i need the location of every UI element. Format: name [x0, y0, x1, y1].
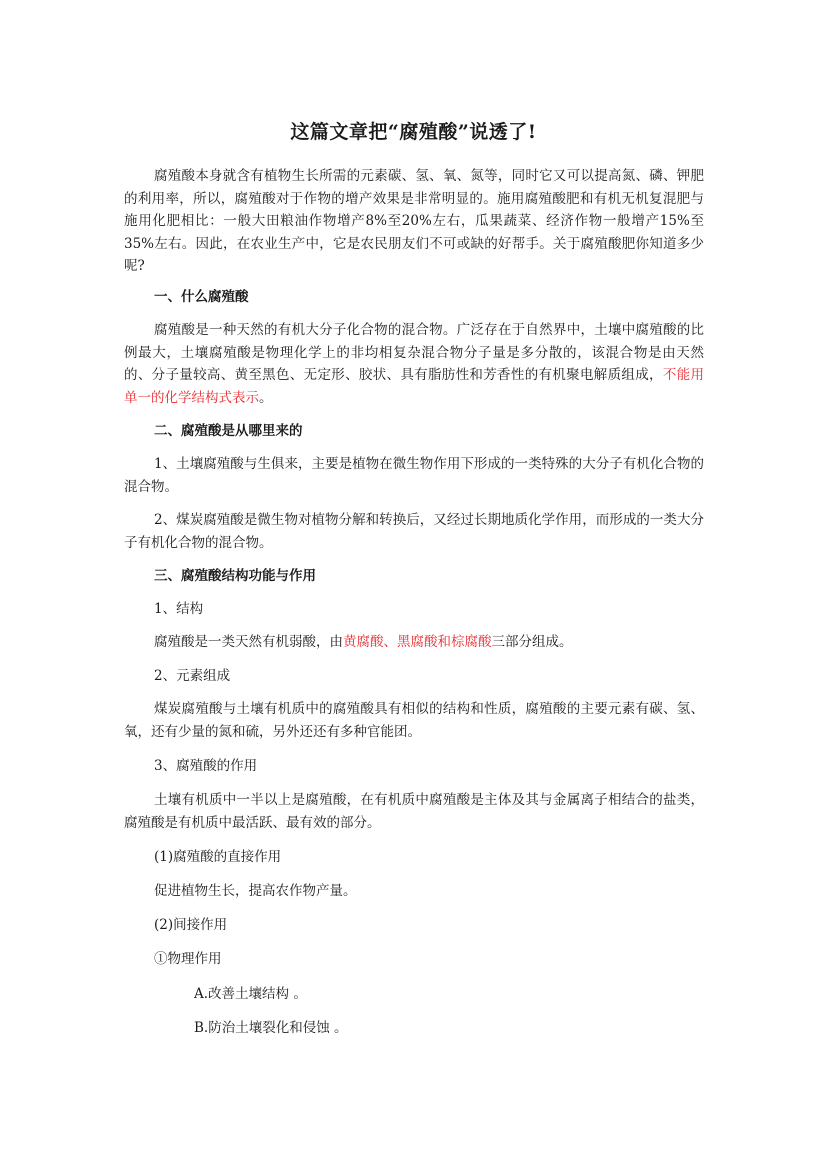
section2-item2: 2、煤炭腐殖酸是微生物对植物分解和转换后，又经过长期地质化学作用，而形成的一类大分子有机化合物的混合物。 — [124, 512, 704, 551]
physical-effect-heading: ①物理作用 — [154, 951, 222, 967]
section3-heading: 三、腐殖酸结构功能与作用 — [154, 568, 316, 584]
structure-text: 腐殖酸是一类天然有机弱酸，由 — [154, 634, 343, 650]
elements-paragraph: 煤炭腐殖酸与土壤有机质中的腐殖酸具有相似的结构和性质，腐殖酸的主要元素有碳、氢、氧，还有少量的氮和硫，另外还还有多种官能团。 — [124, 701, 704, 740]
structure-paragraph — [154, 631, 573, 653]
section1-highlight: 不能用单一的化学结构式表示 — [124, 367, 705, 406]
section1-text-end: 。 — [259, 389, 273, 406]
indirect-effect-heading: (2)间接作用 — [154, 917, 228, 933]
section2-heading: 二、腐殖酸是从哪里来的 — [154, 423, 303, 439]
list-item-b: B.防治土壤裂化和侵蚀 。 — [194, 1020, 348, 1036]
function-subheading: 3、腐殖酸的作用 — [154, 758, 258, 774]
section1-heading: 一、什么腐殖酸 — [154, 289, 249, 305]
function-paragraph: 土壤有机质中一半以上是腐殖酸，在有机质中腐殖酸是主体及其与金属离子相结合的盐类，腐殖酸是有机质中最活跃、最有效的部分。 — [124, 792, 704, 831]
section1-paragraph — [124, 319, 704, 409]
direct-effect-text: 促进植物生长，提高农作物产量。 — [154, 883, 357, 899]
elements-subheading: 2、元素组成 — [154, 668, 231, 684]
intro-paragraph: 腐殖酸本身就含有植物生长所需的元素碳、氢、氧、氮等，同时它又可以提高氮、磷、钾肥的利用率，所以，腐殖酸对于作物的增产效果是非常明显的。施用腐殖酸肥和有机无机复混肥与施用化肥相比：一般大田粮油作物增产8%至20%左右，瓜果蔬菜、经济作物一般增产15%至35%左右。因此，在农业生产中，它是农民朋友们不可或缺的好帮手。关于腐殖酸肥你知道多少呢? — [124, 168, 704, 274]
section2-item1: 1、土壤腐殖酸与生俱来，主要是植物在微生物作用下形成的一类特殊的大分子有机化合物的混合物。 — [124, 456, 704, 495]
page-title: 这篇文章把“腐殖酸”说透了! — [290, 121, 537, 143]
structure-text-end: 三部分组成。 — [491, 634, 573, 650]
section1-text: 腐殖酸是一种天然的有机大分子化合物的混合物。广泛存在于自然界中，土壤中腐殖酸的比例最大，土壤腐殖酸是物理化学上的非均相复杂混合物分子量是多分散的，该混合物是由天然的、分子量较高、黄至黑色、无定形、胶状、具有脂肪性和芳香性的有机聚电解质组成， — [124, 322, 704, 383]
list-item-a: A.改善土壤结构 。 — [194, 986, 307, 1002]
structure-subheading: 1、结构 — [154, 601, 204, 617]
direct-effect-heading: (1)腐殖酸的直接作用 — [154, 849, 282, 865]
structure-highlight: 黄腐酸、黑腐酸和棕腐酸 — [343, 634, 492, 650]
